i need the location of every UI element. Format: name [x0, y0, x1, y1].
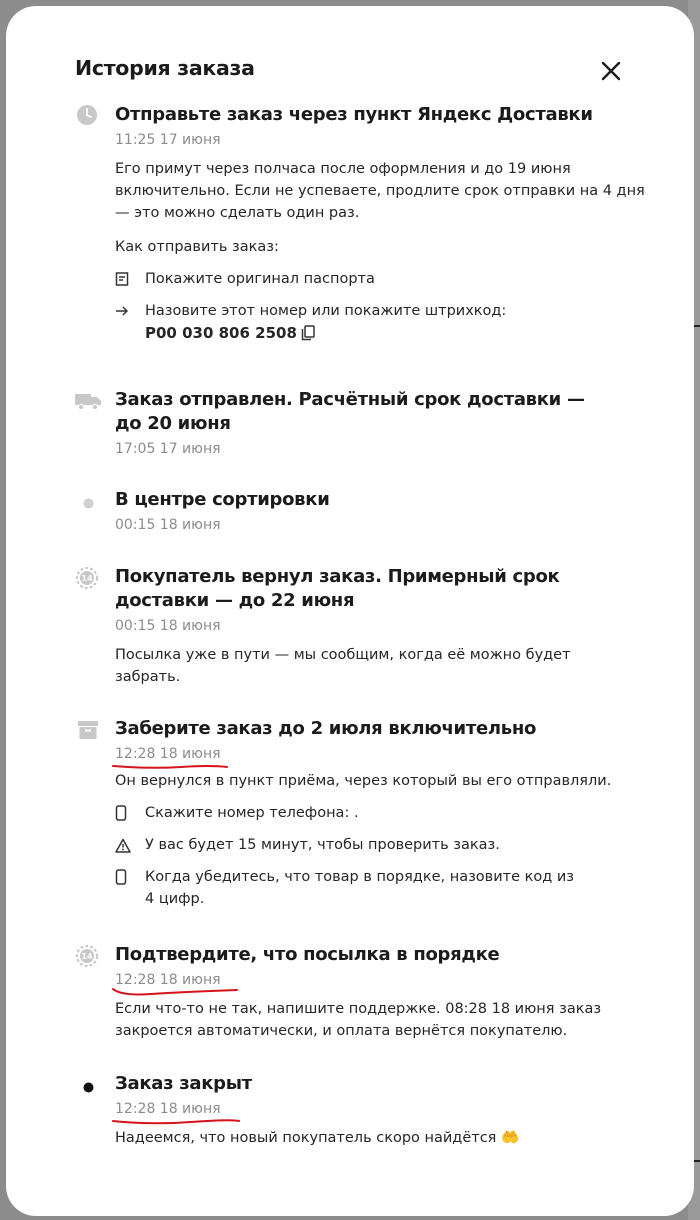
background-divider [694, 1160, 700, 1162]
svg-text:14: 14 [81, 574, 93, 583]
order-history-modal [6, 6, 694, 1216]
event-pickup-order [115, 717, 645, 910]
event-title: Подтвердите, что посылка в порядке [115, 944, 500, 965]
box-icon [77, 720, 99, 744]
step-text: У вас будет 15 минут, чтобы проверить заказ. [145, 837, 500, 853]
phone-icon [115, 866, 145, 888]
svg-text:14: 14 [81, 952, 93, 961]
phone-icon [115, 802, 145, 824]
event-title: Заберите заказ до 2 июля включительно [115, 718, 537, 739]
step-item [115, 802, 645, 824]
event-time: 12:28 18 июня [115, 1099, 221, 1119]
clock-icon [76, 104, 98, 130]
background-divider [694, 325, 700, 327]
step-item [115, 834, 645, 856]
event-title: Заказ отправлен. Расчётный срок доставки — до 20 июня [115, 389, 585, 434]
how-to-label: Как отправить заказ: [115, 239, 279, 255]
step-text: Покажите оригинал паспорта [145, 271, 375, 287]
step-item [115, 866, 645, 910]
warning-icon [115, 834, 145, 856]
tracking-code: Р00 030 806 2508 [145, 324, 297, 342]
modal-title: История заказа [75, 56, 255, 80]
event-title: В центре сортировки [115, 489, 330, 510]
return-14-icon [75, 566, 99, 594]
event-time: 17:05 17 июня [115, 441, 221, 457]
close-button[interactable] [596, 56, 626, 86]
copy-icon[interactable] [301, 325, 315, 348]
step-item [115, 300, 645, 348]
event-text: Если что-то не так, напишите поддержке. 08:28 18 июня заказ закроется автоматически, и оплата вернётся покупателю. [115, 1001, 602, 1039]
return-14-icon [75, 944, 99, 972]
dot-icon [83, 494, 94, 513]
event-time: 12:28 18 июня [115, 744, 221, 764]
truck-icon [74, 391, 102, 415]
step-text: Когда убедитесь, что товар в порядке, назовите код из 4 цифр. [145, 869, 575, 907]
arrow-right-icon [115, 300, 145, 322]
event-title: Отправьте заказ через пункт Яндекс Доставки [115, 104, 593, 125]
event-confirm-parcel [115, 943, 645, 1042]
document-icon [115, 268, 145, 290]
event-order-sent [115, 388, 645, 459]
event-text: Он вернулся в пункт приёма, через который вы его отправляли. [115, 773, 612, 789]
step-item [115, 268, 645, 290]
event-title: Заказ закрыт [115, 1073, 252, 1094]
event-text: Надеемся, что новый покупатель скоро найдётся 🤲 [115, 1130, 520, 1146]
step-text: Назовите этот номер или покажите штрихкод: [145, 303, 507, 319]
event-send-order [115, 103, 645, 348]
event-text: Его примут через полчаса после оформления и до 19 июня включительно. Если не успеваете, продлите срок отправки на 4 дня — это можно сделать один раз. [115, 161, 645, 221]
event-title: Покупатель вернул заказ. Примерный срок доставки — до 22 июня [115, 566, 560, 611]
event-buyer-returned [115, 565, 645, 688]
event-sorting-center [115, 488, 645, 535]
dot-filled-icon [83, 1078, 94, 1097]
close-icon [601, 61, 621, 81]
event-text: Посылка уже в пути — мы сообщим, когда её можно будет забрать. [115, 647, 571, 685]
event-time: 12:28 18 июня [115, 970, 221, 990]
hands-emoji: 🤲 [501, 1130, 520, 1146]
step-text: Скажите номер телефона: . [145, 805, 359, 821]
event-time: 11:25 17 июня [115, 132, 221, 148]
event-time: 00:15 18 июня [115, 618, 221, 634]
event-order-closed [115, 1072, 645, 1149]
event-time: 00:15 18 июня [115, 517, 221, 533]
